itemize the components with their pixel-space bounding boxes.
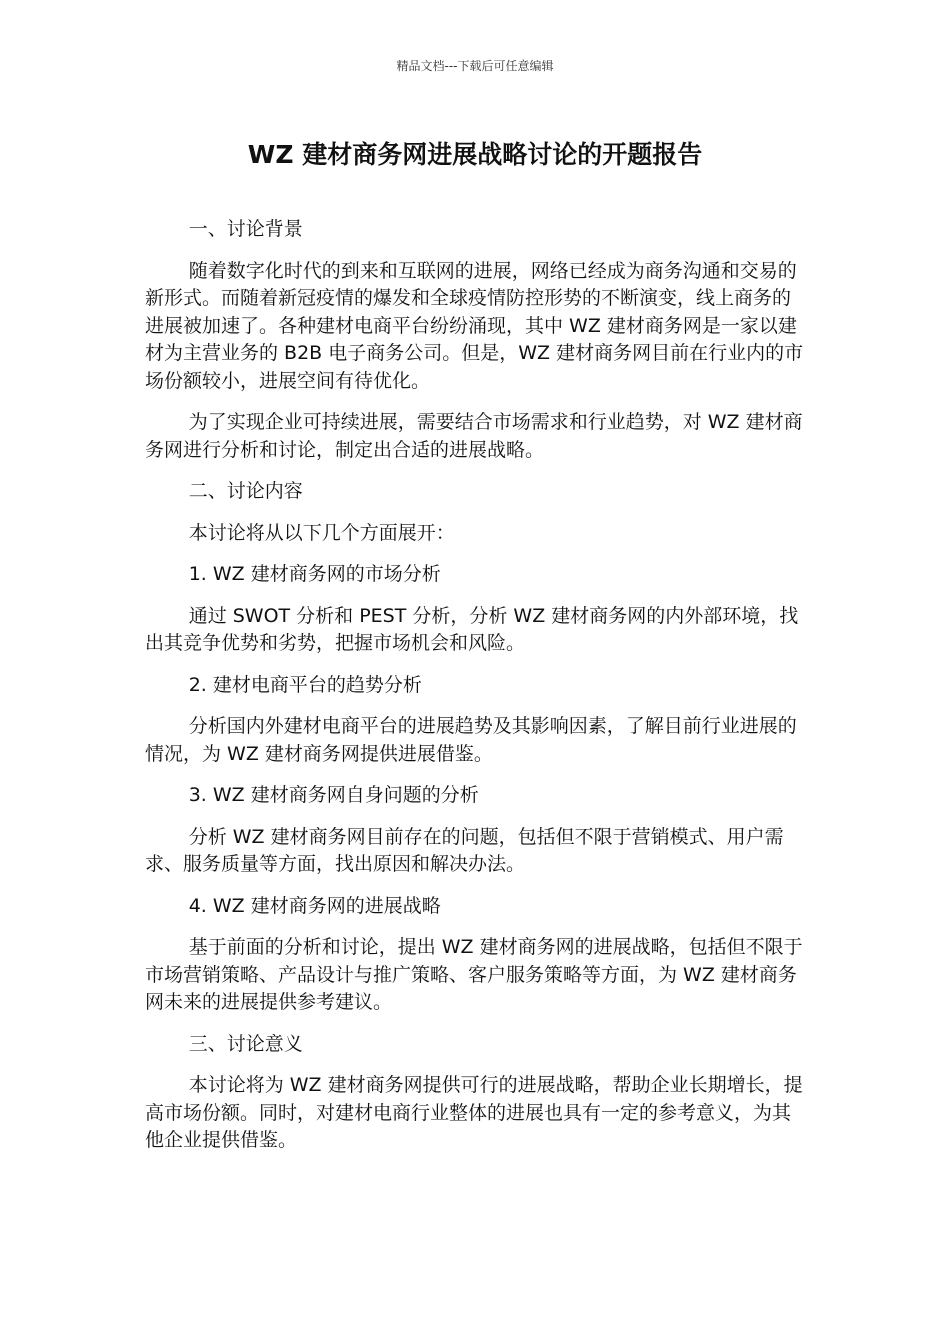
paragraph: 分析国内外建材电商平台的进展趋势及其影响因素，了解目前行业进展的情况，为 WZ 建材商务网提供进展借鉴。 xyxy=(145,715,797,765)
header-note: 精品文档---下载后可任意编辑 xyxy=(396,59,554,73)
list-item-heading: 3. WZ 建材商务网自身问题的分析 xyxy=(188,784,479,806)
paragraph: 分析 WZ 建材商务网目前存在的问题，包括但不限于营销模式、用户需求、服务质量等方面，找出原因和解决办法。 xyxy=(145,825,784,875)
paragraph: 随着数字化时代的到来和互联网的进展，网络已经成为商务沟通和交易的新形式。而随着新冠疫情的爆发和全球疫情防控形势的不断演变，线上商务的进展被加速了。各种建材电商平台纷纷涌现，其中 WZ 建材商务网是一家以建材为主营业务的 B2B 电子商务公司。但是，WZ 建材商务网目前在行业内的市场份额较小，进展空间有待优化。 xyxy=(145,259,804,392)
list-item-heading: 4. WZ 建材商务网的进展战略 xyxy=(188,894,441,917)
paragraph: 本讨论将从以下几个方面展开： xyxy=(188,521,455,544)
list-item-heading: 1. WZ 建材商务网的市场分析 xyxy=(188,563,441,585)
paragraph: 本讨论将为 WZ 建材商务网提供可行的进展战略，帮助企业长期增长，提高市场份额。同时，对建材电商行业整体的进展也具有一定的参考意义，为其他企业提供借鉴。 xyxy=(145,1074,803,1151)
section-heading-content: 二、讨论内容 xyxy=(188,480,303,502)
document-body xyxy=(145,216,807,1169)
section-heading-significance: 三、讨论意义 xyxy=(188,1032,303,1055)
section-heading-background: 一、讨论背景 xyxy=(188,218,303,240)
list-item-heading: 2. 建材电商平台的趋势分析 xyxy=(188,673,422,696)
document-title: WZ 建材商务网进展战略讨论的开题报告 xyxy=(247,140,703,169)
paragraph: 为了实现企业可持续进展，需要结合市场需求和行业趋势，对 WZ 建材商务网进行分析和讨论，制定出合适的进展战略。 xyxy=(145,411,803,461)
paragraph: 基于前面的分析和讨论，提出 WZ 建材商务网的进展战略，包括但不限于市场营销策略、产品设计与推广策略、客户服务策略等方面，为 WZ 建材商务网未来的进展提供参考建议。 xyxy=(145,936,803,1013)
paragraph: 通过 SWOT 分析和 PEST 分析，分析 WZ 建材商务网的内外部环境，找出其竞争优势和劣势，把握市场机会和风险。 xyxy=(145,604,799,654)
